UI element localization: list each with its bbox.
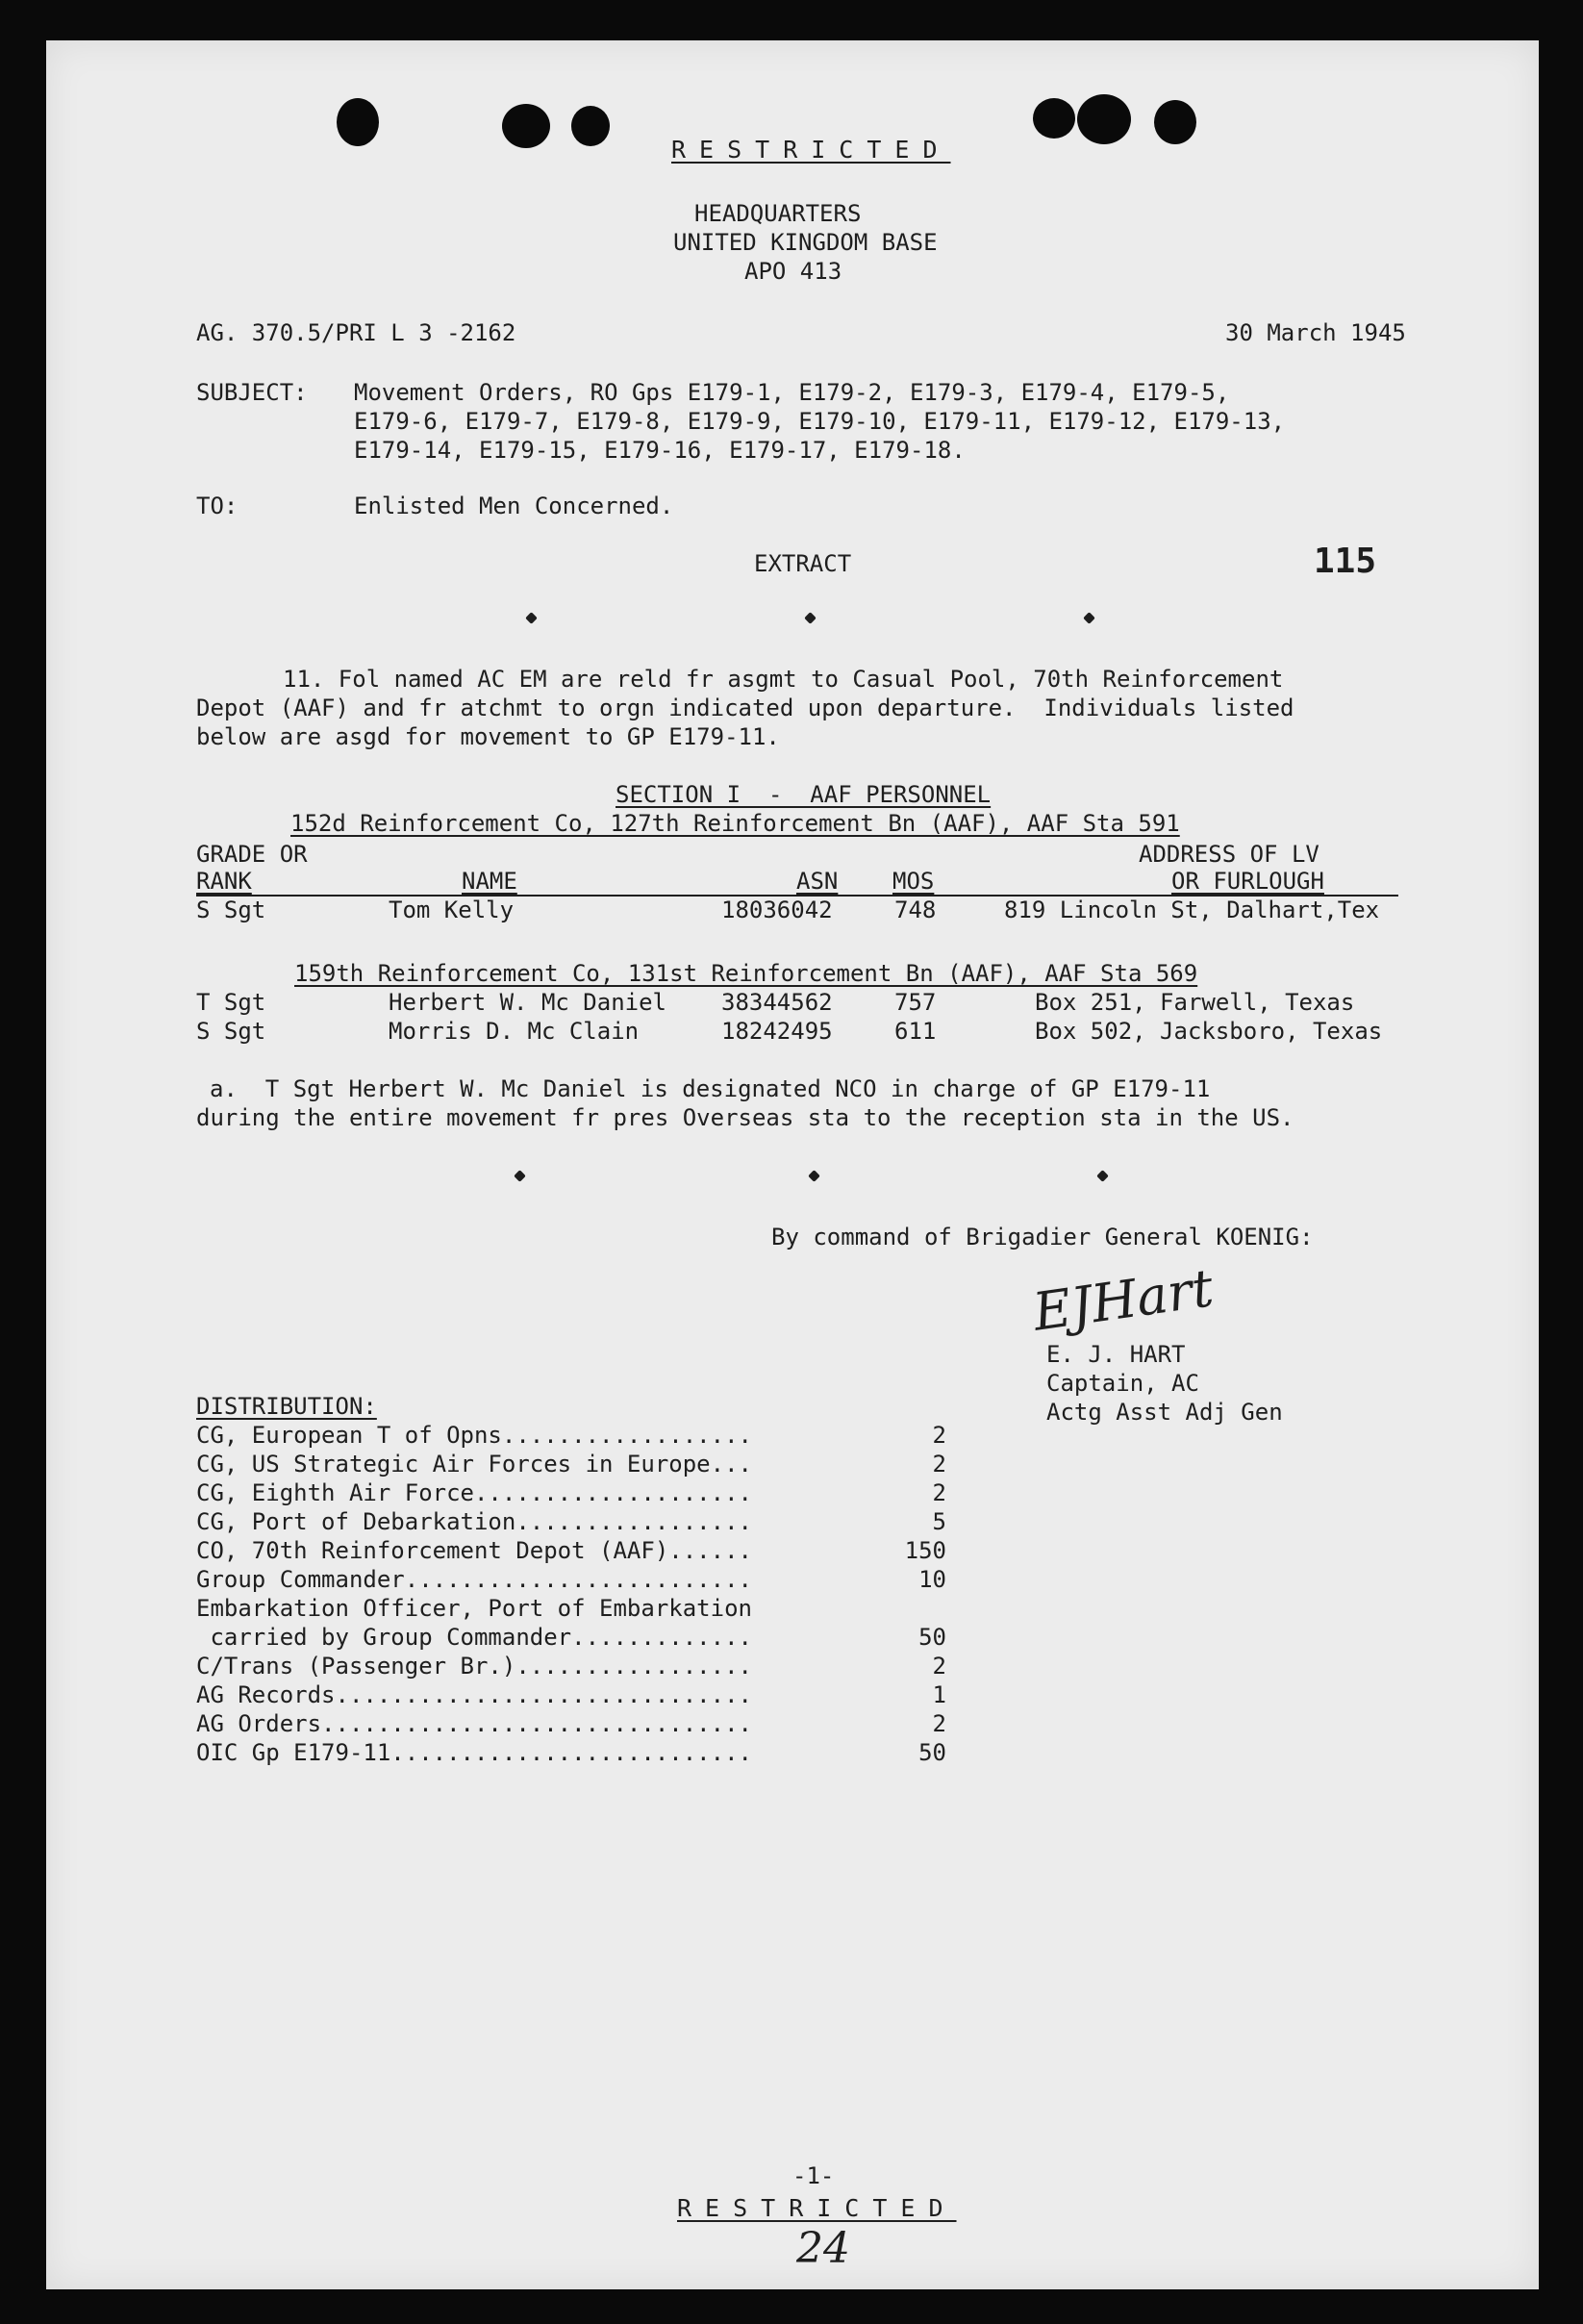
separator-star — [1096, 1170, 1109, 1182]
paragraph-a-line: a. T Sgt Herbert W. Mc Daniel is designated NCO in charge of GP E179-11 — [210, 1075, 1211, 1102]
rank-cell: S Sgt — [196, 897, 266, 923]
paragraph-a-line: during the entire movement fr pres Overseas sta to the reception sta in the US. — [196, 1104, 1294, 1131]
distribution-label: CG, US Strategic Air Forces in Europe... — [196, 1451, 752, 1478]
rank-cell: T Sgt — [196, 989, 266, 1016]
subject-line: E179-6, E179-7, E179-8, E179-9, E179-10, E179-11, E179-12, E179-13, — [354, 408, 1286, 435]
unit-2-heading: 159th Reinforcement Co, 131st Reinforcement Bn (AAF), AAF Sta 569 — [294, 960, 1198, 987]
distribution-item — [196, 1595, 985, 1624]
table-row — [46, 989, 1539, 1018]
handwritten-page-number: 24 — [796, 2224, 850, 2273]
name-cell: Tom Kelly — [389, 897, 515, 923]
signer-title: Captain, AC — [1046, 1370, 1199, 1397]
separator-star — [525, 612, 538, 624]
distribution-item — [196, 1739, 985, 1768]
signature: EJHart — [1029, 1257, 1218, 1343]
mos-cell: 611 — [894, 1018, 937, 1045]
distribution-item — [196, 1710, 985, 1739]
separator-star — [1083, 612, 1095, 624]
distribution-label: CO, 70th Reinforcement Depot (AAF)...... — [196, 1537, 752, 1564]
signer-role: Actg Asst Adj Gen — [1046, 1399, 1283, 1426]
distribution-count: 1 — [932, 1681, 946, 1708]
hq-line-1: HEADQUARTERS — [694, 200, 862, 227]
address-cell: 819 Lincoln St, Dalhart,Tex — [1004, 897, 1380, 923]
punch-hole — [337, 98, 379, 146]
separator-star — [808, 1170, 820, 1182]
distribution-label: carried by Group Commander............. — [196, 1624, 752, 1651]
paragraph-11-line: Depot (AAF) and fr atchmt to orgn indicated upon departure. Individuals listed — [196, 695, 1294, 721]
subject-line: E179-14, E179-15, E179-16, E179-17, E179-18. — [354, 437, 966, 464]
punch-hole — [502, 104, 550, 148]
distribution-label: AG Orders............................... — [196, 1710, 752, 1737]
file-reference: AG. 370.5/PRI L 3 -2162 — [196, 319, 516, 346]
distribution-label: Group Commander......................... — [196, 1566, 752, 1593]
distribution-count: 50 — [918, 1624, 946, 1651]
distribution-count: 2 — [932, 1653, 946, 1680]
document-page — [46, 40, 1539, 2289]
distribution-item — [196, 1508, 985, 1537]
hq-line-3: APO 413 — [744, 258, 842, 285]
col-grade-1: GRADE OR — [196, 841, 308, 868]
classification-bottom: RESTRICTED — [677, 2194, 957, 2222]
asn-cell: 18242495 — [721, 1018, 833, 1045]
distribution-title: DISTRIBUTION: — [196, 1393, 377, 1420]
distribution-item — [196, 1537, 985, 1566]
distribution-item — [196, 1681, 985, 1710]
distribution-count: 2 — [932, 1451, 946, 1478]
to-value: Enlisted Men Concerned. — [354, 493, 674, 519]
order-date: 30 March 1945 — [1225, 319, 1406, 346]
rank-cell: S Sgt — [196, 1018, 266, 1045]
extract-number: 115 — [1314, 542, 1377, 581]
distribution-item — [196, 1566, 985, 1595]
distribution-count: 2 — [932, 1710, 946, 1737]
col-mos: MOS — [892, 868, 935, 895]
punch-hole — [1154, 100, 1196, 144]
subject-line: Movement Orders, RO Gps E179-1, E179-2, E179-3, E179-4, E179-5, — [354, 379, 1230, 406]
subject-label: SUBJECT: — [196, 379, 308, 406]
distribution-label: AG Records.............................. — [196, 1681, 752, 1708]
distribution-label: CG, Eighth Air Force.................... — [196, 1479, 752, 1506]
distribution-label: C/Trans (Passenger Br.)................. — [196, 1653, 752, 1680]
distribution-label: OIC Gp E179-11.......................... — [196, 1739, 752, 1766]
hq-line-2: UNITED KINGDOM BASE — [673, 229, 938, 256]
unit-1-heading: 152d Reinforcement Co, 127th Reinforcement Bn (AAF), AAF Sta 591 — [290, 810, 1180, 837]
punch-hole — [1077, 94, 1131, 144]
address-cell: Box 502, Jacksboro, Texas — [1035, 1018, 1383, 1045]
distribution-item — [196, 1653, 985, 1681]
table-row — [46, 1018, 1539, 1047]
mos-cell: 748 — [894, 897, 937, 923]
classification-top: RESTRICTED — [671, 136, 951, 164]
punch-hole — [1033, 98, 1075, 139]
to-label: TO: — [196, 493, 239, 519]
page-number: -1- — [792, 2162, 835, 2189]
col-grade-2: RANK — [196, 868, 252, 895]
col-name: NAME — [462, 868, 517, 895]
distribution-item — [196, 1624, 985, 1653]
paragraph-11-line: below are asgd for movement to GP E179-11. — [196, 723, 780, 750]
name-cell: Herbert W. Mc Daniel — [389, 989, 666, 1016]
asn-cell: 38344562 — [721, 989, 833, 1016]
separator-star — [514, 1170, 526, 1182]
punch-hole — [571, 106, 610, 146]
distribution-label: CG, Port of Debarkation................. — [196, 1508, 752, 1535]
signer-name: E. J. HART — [1046, 1341, 1186, 1368]
distribution-item — [196, 1422, 985, 1451]
paragraph-11-line: 11. Fol named AC EM are reld fr asgmt to Casual Pool, 70th Reinforcement — [283, 666, 1284, 693]
distribution-count: 2 — [932, 1479, 946, 1506]
distribution-item — [196, 1479, 985, 1508]
mos-cell: 757 — [894, 989, 937, 1016]
distribution-label: CG, European T of Opns.................. — [196, 1422, 752, 1449]
distribution-count: 2 — [932, 1422, 946, 1449]
table-row — [46, 897, 1539, 925]
distribution-count: 50 — [918, 1739, 946, 1766]
distribution-count: 150 — [904, 1537, 946, 1564]
col-asn: ASN — [796, 868, 839, 895]
col-address-1: ADDRESS OF LV — [1139, 841, 1319, 868]
extract-label: EXTRACT — [754, 550, 852, 577]
distribution-item — [196, 1451, 985, 1479]
col-address-2: OR FURLOUGH — [1171, 868, 1324, 895]
section-title: SECTION I - AAF PERSONNEL — [616, 781, 992, 808]
name-cell: Morris D. Mc Clain — [389, 1018, 640, 1045]
separator-star — [804, 612, 817, 624]
distribution-count: 5 — [932, 1508, 946, 1535]
asn-cell: 18036042 — [721, 897, 833, 923]
distribution-label: Embarkation Officer, Port of Embarkation — [196, 1595, 752, 1622]
address-cell: Box 251, Farwell, Texas — [1035, 989, 1355, 1016]
by-command: By command of Brigadier General KOENIG: — [771, 1224, 1314, 1250]
distribution-count: 10 — [918, 1566, 946, 1593]
